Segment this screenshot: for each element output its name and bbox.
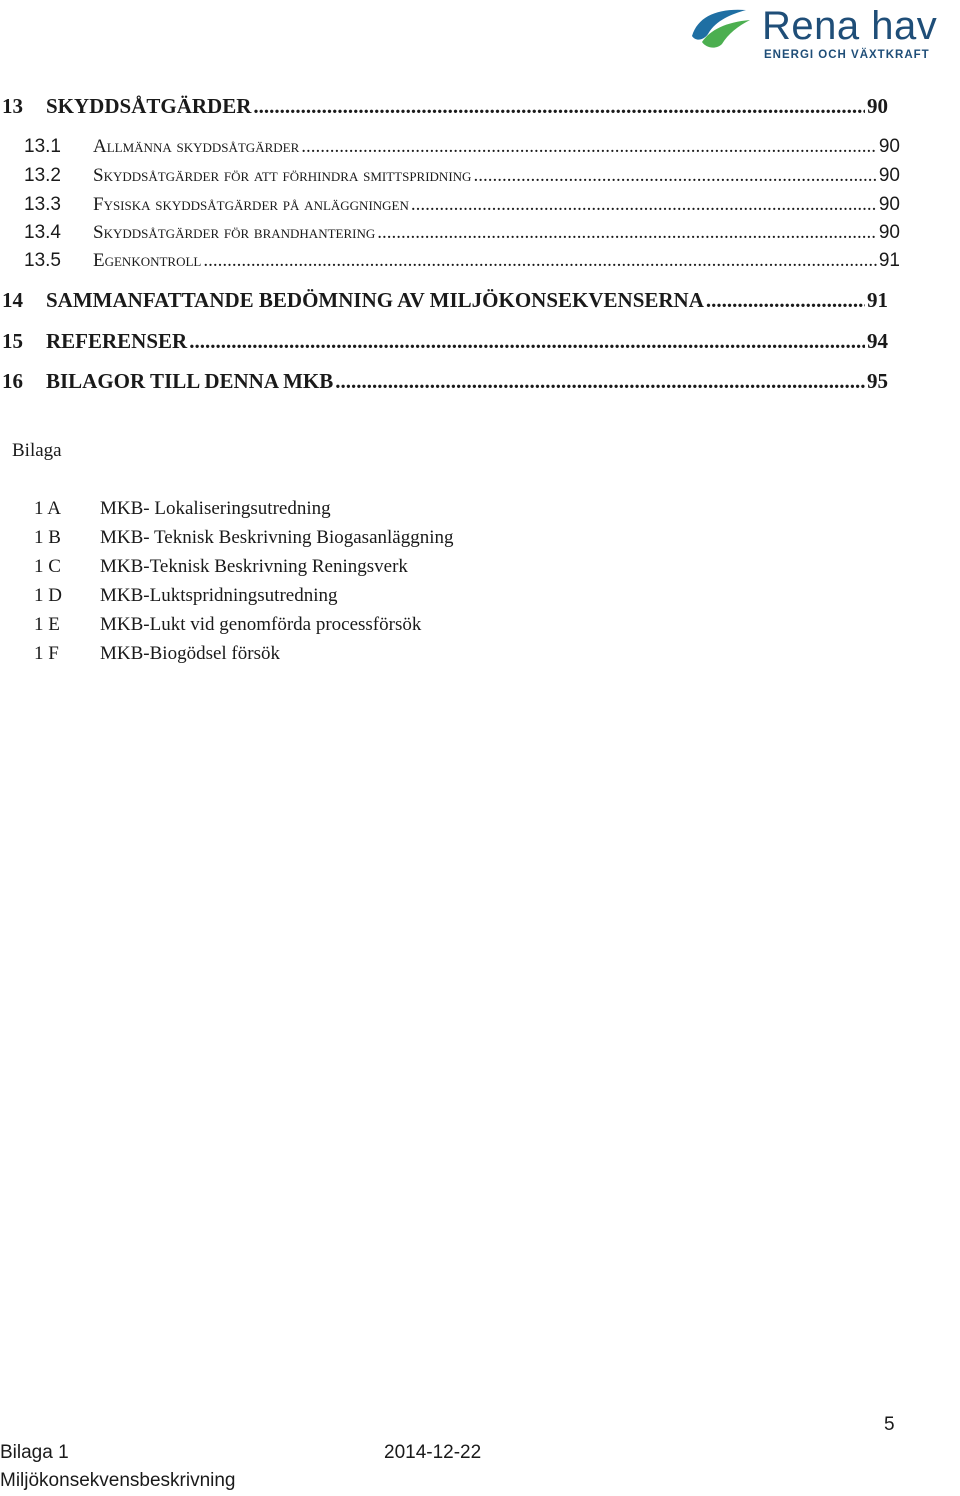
toc-leader xyxy=(301,136,877,158)
toc-number: 14 xyxy=(2,288,23,312)
toc-page: 94 xyxy=(867,329,888,353)
attachment-code: 1 A xyxy=(34,498,61,519)
toc-number: 13.4 xyxy=(24,222,61,243)
toc-number: 15 xyxy=(2,329,23,353)
toc-leader xyxy=(706,288,865,313)
toc-entry-13-1[interactable] xyxy=(24,136,900,158)
toc-entry-13-5[interactable] xyxy=(24,250,900,272)
toc-entry-14[interactable] xyxy=(2,288,888,313)
attachment-title: MKB- Lokaliseringsutredning xyxy=(100,498,331,519)
toc-page: 90 xyxy=(878,194,900,215)
toc-leader xyxy=(411,194,877,216)
leaf-logo-icon xyxy=(688,6,758,50)
attachment-title: MKB-Biogödsel försök xyxy=(100,643,280,664)
logo-name: Rena hav xyxy=(762,4,938,48)
list-item xyxy=(34,585,338,607)
toc-title: BILAGOR TILL DENNA MKB xyxy=(46,369,334,393)
attachment-title: MKB- Teknisk Beskrivning Biogasanläggning xyxy=(100,527,454,548)
list-item xyxy=(34,614,421,636)
toc-number: 13.3 xyxy=(24,194,61,215)
toc-page: 90 xyxy=(867,94,888,118)
toc-entry-13-3[interactable] xyxy=(24,194,900,216)
toc-leader xyxy=(203,250,876,272)
attachment-title: MKB-Lukt vid genomförda processförsök xyxy=(100,614,422,635)
toc-entry-13[interactable] xyxy=(2,94,888,119)
toc-entry-13-4[interactable] xyxy=(24,222,900,244)
toc-page: 95 xyxy=(867,369,888,393)
attachment-code: 1 E xyxy=(34,614,60,635)
toc-title: SKYDDSÅTGÄRDER xyxy=(46,94,252,118)
toc-number: 13.1 xyxy=(24,136,61,157)
toc-number: 13 xyxy=(2,94,23,118)
logo-tagline: ENERGI OCH VÄXTKRAFT xyxy=(764,49,930,61)
list-item xyxy=(34,527,454,549)
toc-entry-13-2[interactable] xyxy=(24,165,900,187)
attachment-title: MKB-Luktspridningsutredning xyxy=(100,585,338,606)
toc-leader xyxy=(377,222,877,244)
company-logo xyxy=(688,4,956,66)
toc-page: 90 xyxy=(878,136,900,157)
toc-page: 90 xyxy=(878,222,900,243)
toc-leader xyxy=(335,369,865,394)
toc-entry-16[interactable] xyxy=(2,369,888,394)
toc-number: 13.5 xyxy=(24,250,61,271)
toc-title: Allmänna skyddsåtgärder xyxy=(93,136,300,157)
attachment-title: MKB-Teknisk Beskrivning Reningsverk xyxy=(100,556,408,577)
attachments-heading: Bilaga xyxy=(12,440,62,461)
toc-number: 13.2 xyxy=(24,165,61,186)
toc-page: 90 xyxy=(878,165,900,186)
toc-title: Egenkontroll xyxy=(93,250,202,271)
toc-leader xyxy=(253,94,865,119)
attachment-code: 1 C xyxy=(34,556,61,577)
footer-date: 2014-12-22 xyxy=(384,1442,482,1463)
toc-title: Fysiska skyddsåtgärder på anläggningen xyxy=(93,194,409,215)
toc-title: Skyddsåtgärder för att förhindra smittspridning xyxy=(93,165,472,186)
list-item xyxy=(34,643,280,665)
toc-title: SAMMANFATTANDE BEDÖMNING AV MILJÖKONSEKVENSERNA xyxy=(46,288,704,312)
attachment-code: 1 D xyxy=(34,585,62,606)
list-item xyxy=(34,498,331,520)
attachment-code: 1 B xyxy=(34,527,61,548)
toc-page: 91 xyxy=(878,250,900,271)
toc-title: REFERENSER xyxy=(46,329,188,353)
toc-leader xyxy=(189,329,865,354)
toc-leader xyxy=(473,165,876,187)
footer-doc-title: Miljökonsekvensbeskrivning xyxy=(0,1470,236,1491)
page-number: 5 xyxy=(884,1414,895,1435)
toc-page: 91 xyxy=(867,288,888,312)
attachment-code: 1 F xyxy=(34,643,59,664)
footer-doc-label: Bilaga 1 xyxy=(0,1442,69,1463)
toc-title: Skyddsåtgärder för brandhantering xyxy=(93,222,376,243)
toc-entry-15[interactable] xyxy=(2,329,888,354)
list-item xyxy=(34,556,408,578)
toc-number: 16 xyxy=(2,369,23,393)
